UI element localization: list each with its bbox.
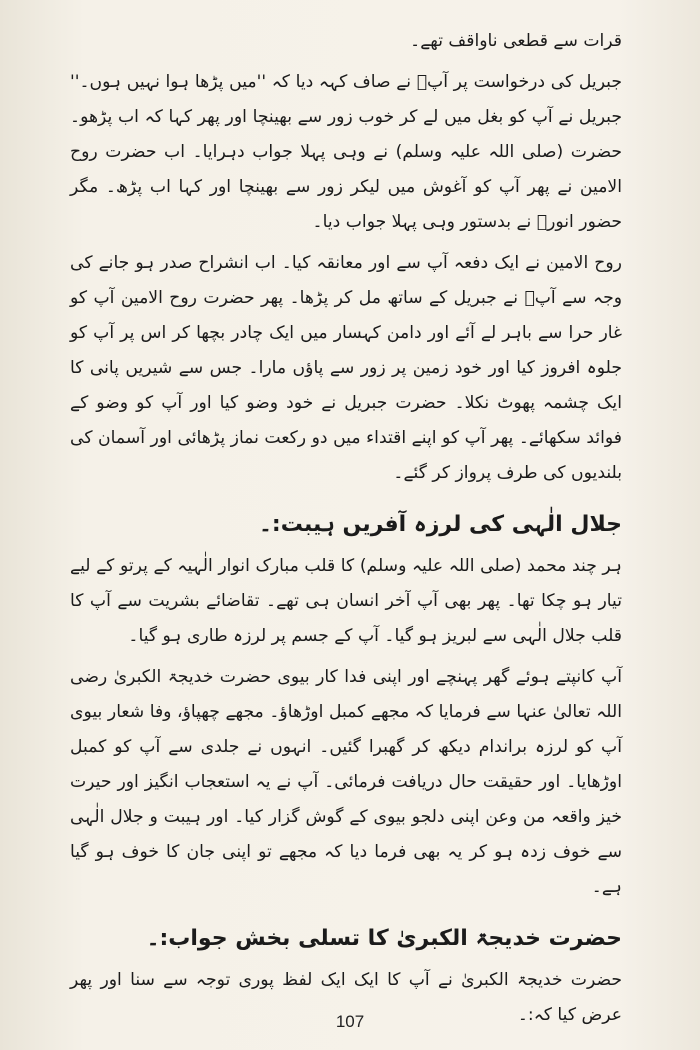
page-number: 107 xyxy=(335,1012,365,1031)
paragraph: حضرت خدیجۃ الکبریٰ نے آپ کا ایک ایک لفظ پوری توجہ سے سنا اور پھر عرض کیا کہ:۔ xyxy=(70,970,622,1025)
paragraph: قرات سے قطعی ناواقف تھے۔ xyxy=(410,31,622,51)
paragraph: آپ کانپتے ہوئے گھر پہنچے اور اپنی فدا کار بیوی حضرت خدیجۃ الکبریٰ رضی اللہ تعالیٰ عنہا سے فرمایا کہ مجھے کمبل اوڑھاؤ۔ مجھے چھپاؤ، وفا شعار بیوی آپ کو لرزہ براندام دیکھ کر گھبرا گئیں۔ انہوں نے جلدی سے آپ کو کمبل اوڑھایا۔ اور حقیقت حال دریافت فرمائی۔ آپ نے یہ استعجاب انگیز اور حیرت خیز واقعہ من وعن اپنی دلجو بیوی کے گوش گزار کیا۔ اور ہیبت و جلال الٰہی سے خوف زدہ ہو کر یہ بھی فرما دیا کہ مجھے تو اپنی جان کا خوف ہو گیا ہے۔ xyxy=(70,667,622,897)
paragraph: جبریل کی درخواست پر آپؐ نے صاف کہہ دیا کہ ''میں پڑھا ہوا نہیں ہوں۔'' جبریل نے آپ کو بغل میں لے کر خوب زور سے بھینچا اور پھر کہا کہ اب پڑھو۔ حضرت (صلی اللہ علیہ وسلم) نے وہی پہلا جواب دہرایا۔ اب حضرت روح الامین نے پھر آپ کو آغوش میں لیکر زور سے بھینچا اور کہا اب پڑھ۔ مگر حضور انورؐ نے بدستور وہی پہلا جواب دیا۔ xyxy=(70,72,622,232)
paragraph: روح الامین نے ایک دفعہ آپ سے اور معانقہ کیا۔ اب انشراح صدر ہو جانے کی وجہ سے آپؐ نے جبریل کے ساتھ مل کر پڑھا۔ پھر حضرت روح الامین آپ کو غار حرا سے باہر لے آئے اور دامن کہسار میں ایک چادر بچھا کر اس پر آپ کو جلوہ افروز کیا اور خود زمین پر زور سے پاؤں مارا۔ جس سے شیریں پانی کا ایک چشمہ پھوٹ نکلا۔ حضرت جبریل نے خود وضو کیا اور آپ کو وضو کے فوائد سکھائے۔ پھر آپ کو اپنے اقتداء میں دو رکعت نماز پڑھائی اور آسمان کی بلندیوں کی طرف پرواز کر گئے۔ xyxy=(70,253,622,483)
page-body xyxy=(70,24,622,1033)
section-heading: حضرت خدیجۃ الکبریٰ کا تسلی بخش جواب:۔ xyxy=(146,926,622,951)
paragraph: ہر چند محمد (صلی اللہ علیہ وسلم) کا قلب مبارک انوار الٰہیہ کے پرتو کے لیے تیار ہو چکا تھا۔ پھر بھی آپ آخر انسان ہی تھے۔ تقاضائے بشریت سے آپ کا قلب جلال الٰہی سے لبریز ہو گیا۔ آپ کے جسم پر لرزہ طاری ہو گیا۔ xyxy=(70,556,622,646)
section-heading: جلال الٰہی کی لرزہ آفریں ہیبت:۔ xyxy=(259,512,622,537)
